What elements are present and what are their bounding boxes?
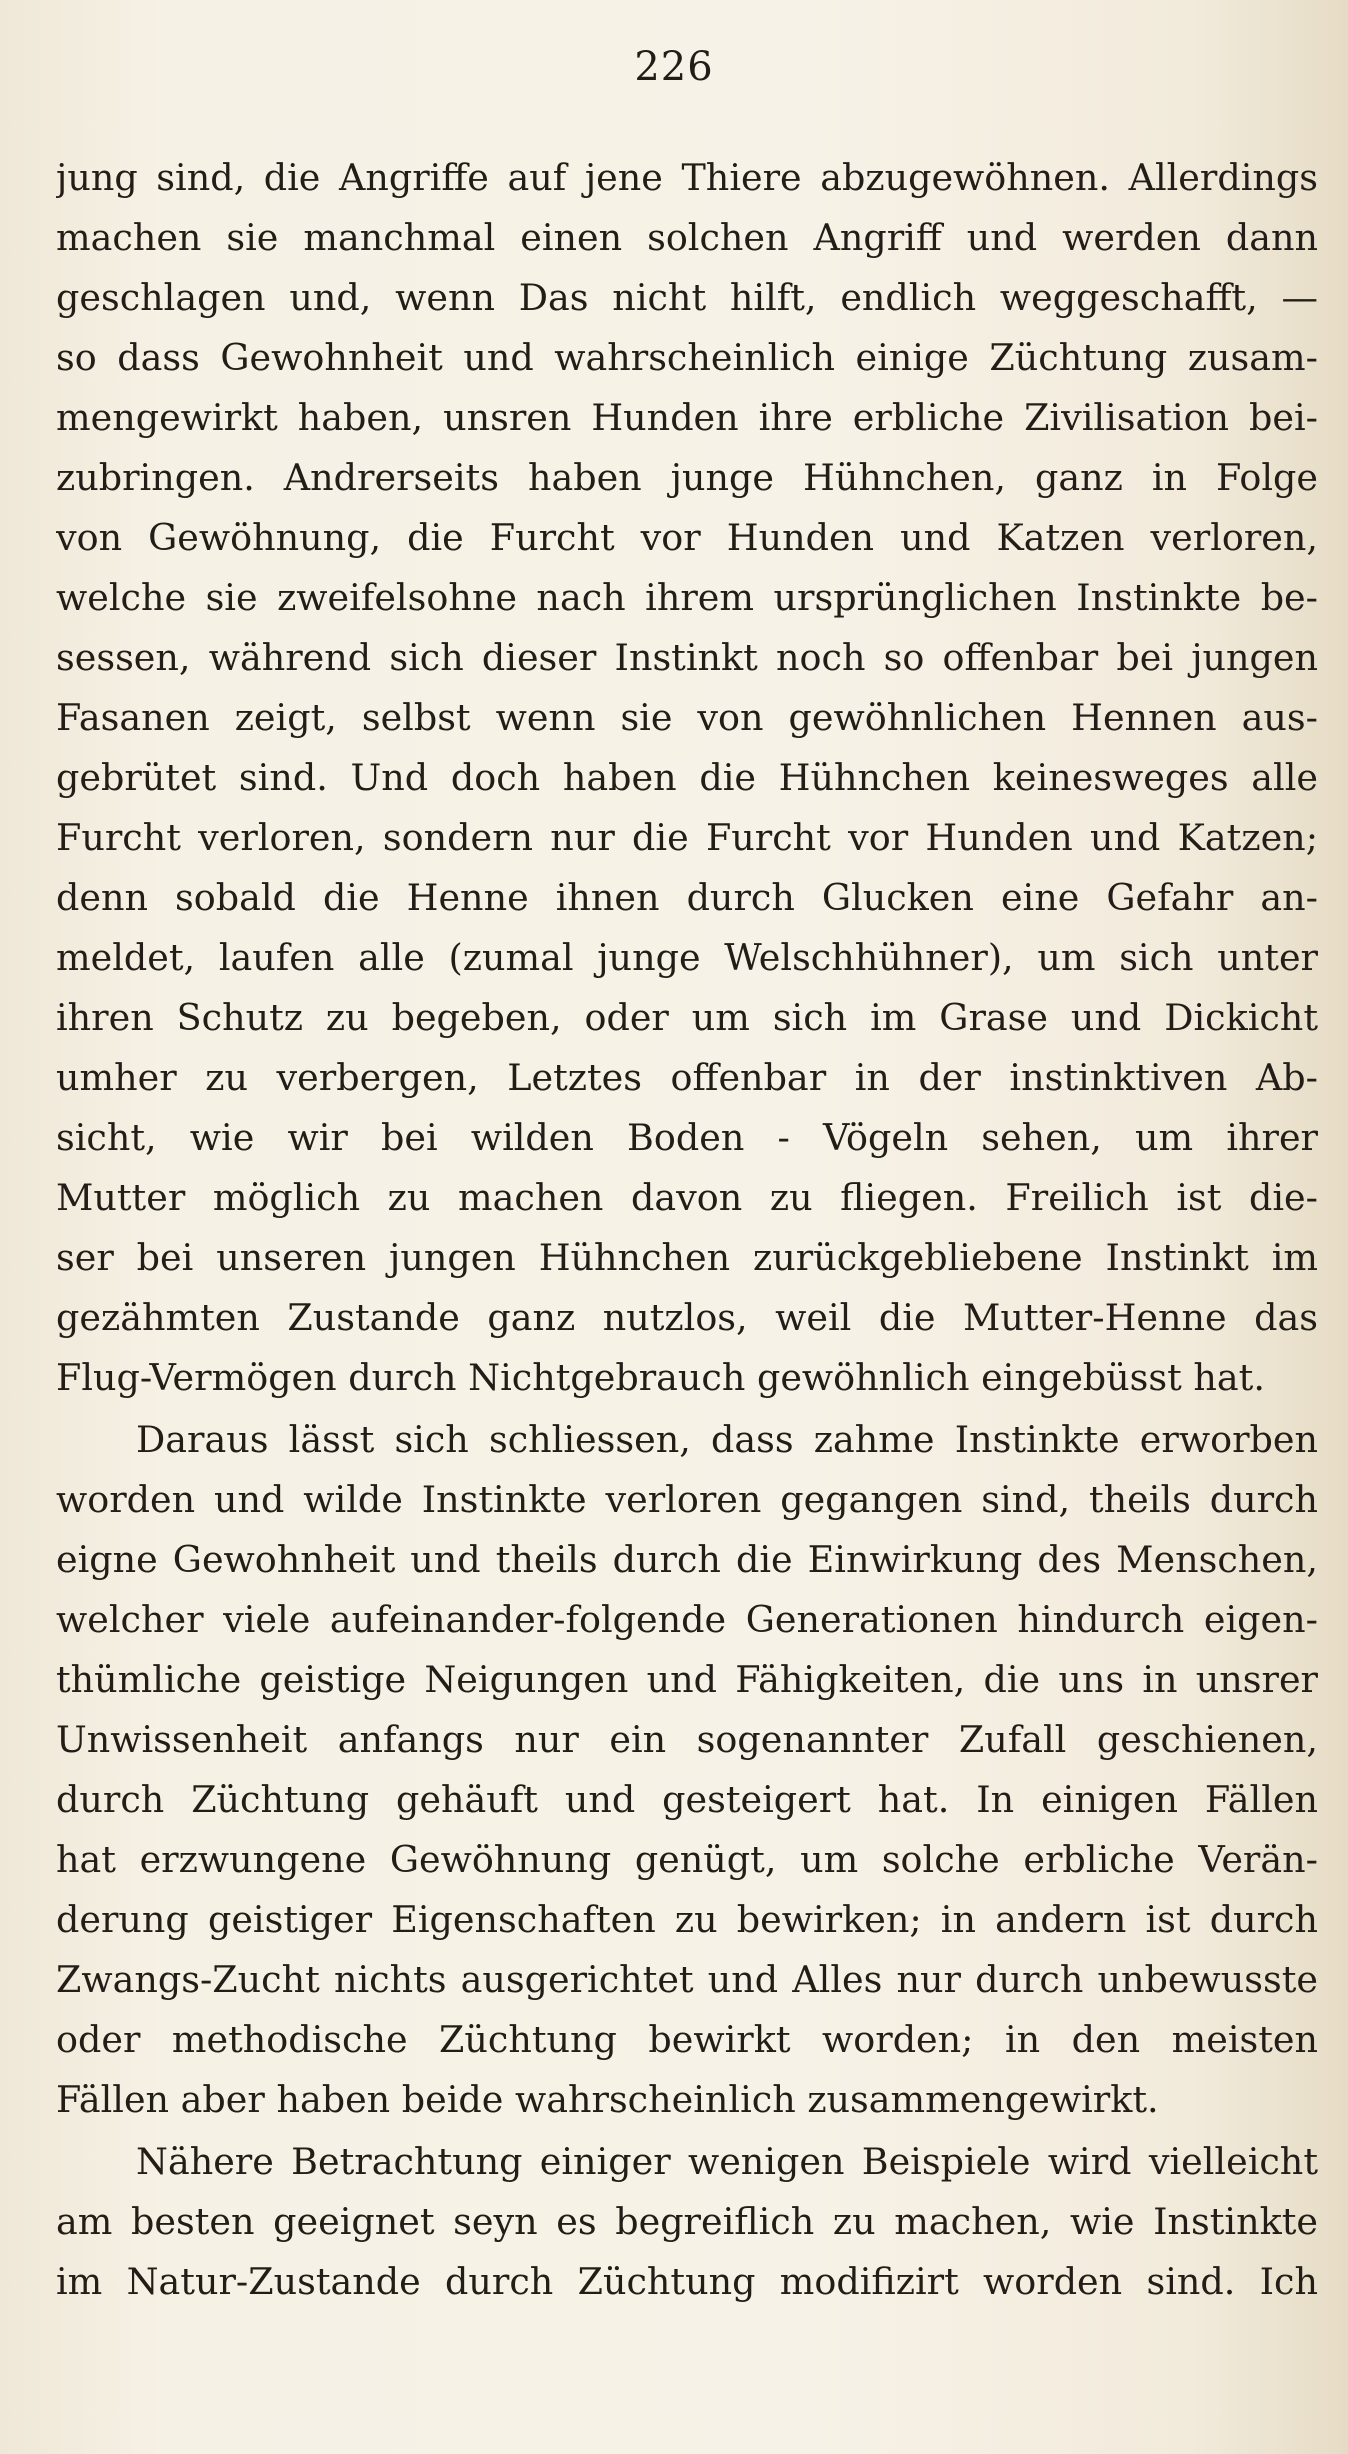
text-line: zubringen. Andrerseits haben junge Hühnchen, ganz in Folge (56, 456, 1318, 499)
text-line: meldet, laufen alle (zumal junge Welschhühner), um sich unter (56, 936, 1318, 979)
page-number: 226 (634, 44, 714, 90)
text-line: Zwangs-Zucht nichts ausgerichtet und Alles nur durch unbewusste (56, 1958, 1318, 2001)
paragraph-3 (56, 2132, 1318, 2312)
text-line: mengewirkt haben, unsren Hunden ihre erbliche Zivilisation bei- (56, 396, 1318, 439)
text-line: Unwissenheit anfangs nur ein sogenannter Zufall geschienen, (56, 1718, 1318, 1761)
text-line: von Gewöhnung, die Furcht vor Hunden und Katzen verloren, (56, 516, 1318, 559)
text-line: umher zu verbergen, Letztes offenbar in der instinktiven Ab- (56, 1056, 1318, 1099)
text-line: geschlagen und, wenn Das nicht hilft, endlich weggeschafft, — (56, 276, 1318, 319)
body-text (56, 148, 1318, 2312)
text-line: ser bei unseren jungen Hühnchen zurückgebliebene Instinkt im (56, 1236, 1318, 1279)
text-line: welche sie zweifelsohne nach ihrem ursprünglichen Instinkte be- (56, 576, 1318, 619)
text-line: sessen, während sich dieser Instinkt noch so offenbar bei jungen (56, 636, 1318, 679)
text-line: durch Züchtung gehäuft und gesteigert hat. In einigen Fällen (56, 1778, 1318, 1821)
text-line: welcher viele aufeinander-folgende Generationen hindurch eigen- (56, 1598, 1318, 1641)
text-line: gezähmten Zustande ganz nutzlos, weil die Mutter-Henne das (56, 1296, 1318, 1339)
text-line: Daraus lässt sich schliessen, dass zahme Instinkte erworben (136, 1418, 1318, 1461)
text-line: Nähere Betrachtung einiger wenigen Beispiele wird vielleicht (136, 2140, 1318, 2183)
text-line: hat erzwungene Gewöhnung genügt, um solche erbliche Verän- (56, 1838, 1318, 1881)
text-line: ihren Schutz zu begeben, oder um sich im Grase und Dickicht (56, 996, 1318, 1039)
text-line: sicht, wie wir bei wilden Boden - Vögeln sehen, um ihrer (56, 1116, 1318, 1159)
text-line: machen sie manchmal einen solchen Angriff und werden dann (56, 216, 1318, 259)
paragraph-2 (56, 1410, 1318, 2130)
text-line: thümliche geistige Neigungen und Fähigkeiten, die uns in unsrer (56, 1658, 1318, 1701)
text-line: jung sind, die Angriffe auf jene Thiere abzugewöhnen. Allerdings (56, 156, 1318, 199)
text-line: Fällen aber haben beide wahrscheinlich zusammengewirkt. (56, 2078, 1159, 2121)
text-line: so dass Gewohnheit und wahrscheinlich einige Züchtung zusam- (56, 336, 1318, 379)
text-line: am besten geeignet seyn es begreiflich zu machen, wie Instinkte (56, 2200, 1318, 2243)
text-line: oder methodische Züchtung bewirkt worden; in den meisten (56, 2018, 1318, 2061)
text-line: gebrütet sind. Und doch haben die Hühnchen keinesweges alle (56, 756, 1318, 799)
paragraph-1 (56, 148, 1318, 1408)
text-line: Flug-Vermögen durch Nichtgebrauch gewöhnlich eingebüsst hat. (56, 1356, 1265, 1399)
text-line: denn sobald die Henne ihnen durch Glucken eine Gefahr an- (56, 876, 1318, 919)
text-line: Fasanen zeigt, selbst wenn sie von gewöhnlichen Hennen aus- (56, 696, 1318, 739)
text-line: im Natur-Zustande durch Züchtung modifizirt worden sind. Ich (56, 2260, 1318, 2303)
text-line: worden und wilde Instinkte verloren gegangen sind, theils durch (56, 1478, 1318, 1521)
text-line: Mutter möglich zu machen davon zu fliegen. Freilich ist die- (56, 1176, 1318, 1219)
text-line: derung geistiger Eigenschaften zu bewirken; in andern ist durch (56, 1898, 1318, 1941)
text-line: Furcht verloren, sondern nur die Furcht vor Hunden und Katzen; (56, 816, 1318, 859)
text-line: eigne Gewohnheit und theils durch die Einwirkung des Menschen, (56, 1538, 1318, 1581)
